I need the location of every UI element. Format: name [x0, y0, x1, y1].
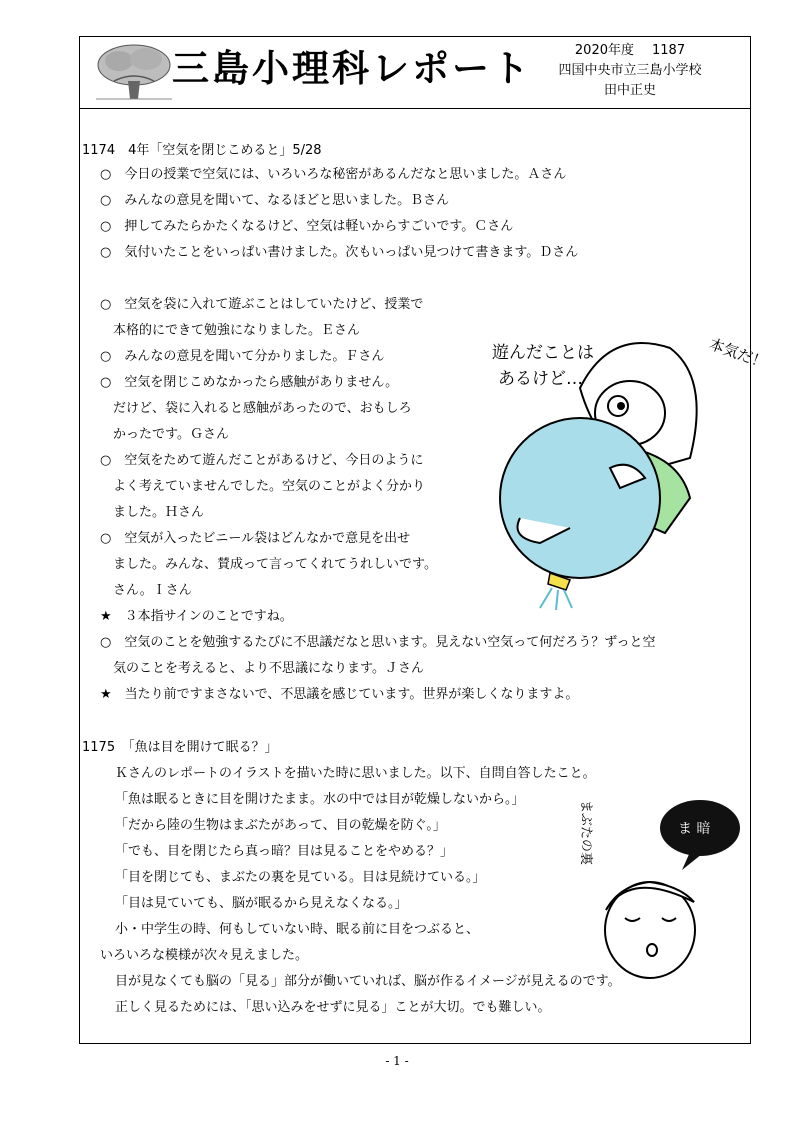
comment-line: ○ 空気が入ったビニール袋はどんなかで意見を出せ: [100, 531, 411, 546]
comment-line: ○ 空気のことを勉強するたびに不思議だなと思います。見えない空気って何だろう？ずっと空: [100, 635, 656, 650]
comment-line: ○ 今日の授業で空気には、いろいろな秘密があるんだなと思いました。Ａさん: [100, 167, 567, 182]
essay-line: 「目は見ていても、脳が眠るから見えなくなる。」: [115, 896, 408, 911]
comment-line: ○ 空気を閉じこめなかったら感触がありません。: [100, 375, 399, 390]
issue-info: [530, 41, 730, 61]
comment-line: ○ 気付いたことをいっぱい書けました。次もいっぱい見つけて書きます。Ｄさん: [100, 245, 579, 260]
essay-line: 「だから陸の生物はまぶたがあって、目の乾燥を防ぐ。」: [115, 818, 446, 833]
essay-line: 目が見なくても脳の「見る」部分が働いていれば、脳が作るイメージが見えるのです。: [115, 974, 621, 989]
comment-line: かったです。Ｇさん: [113, 427, 229, 442]
comment-line: ○ みんなの意見を聞いて、なるほどと思いました。Ｂさん: [100, 193, 450, 208]
report-title: 三島小理科レポート: [172, 47, 532, 90]
speech-text: まぶたの裏: [578, 800, 593, 866]
page-number: - 1 -: [385, 1054, 409, 1068]
comment-line: ました。みんな、賛成って言ってくれてうれしいです。: [113, 557, 437, 572]
report-header: [80, 37, 750, 109]
speech-text: 遊んだことは: [492, 343, 594, 363]
school-year: 2020年度: [574, 43, 634, 58]
balloon-girl-illustration: [480, 318, 770, 618]
comment-line: さん。Ｉさん: [113, 583, 192, 598]
comment-line: ○ 押してみたらかたくなるけど、空気は軽いからすごいです。Ｃさん: [100, 219, 514, 234]
comment-line: 気のことを考えると、より不思議になります。Ｊさん: [113, 661, 424, 676]
essay-line: 「魚は眠るときに目を開けたまま。水の中では目が乾燥しないから。」: [115, 792, 525, 807]
speech-text: あるけど…: [498, 369, 583, 389]
essay-line: 正しく見るためには、「思い込みをせずに見る」ことが大切。でも難しい。: [115, 1000, 551, 1015]
section2-heading: 1175 「魚は目を開けて眠る？」: [82, 740, 278, 755]
sleeping-face-illustration: [570, 790, 750, 980]
essay-line: 「でも、目を閉じたら真っ暗？目は見ることをやめる？」: [115, 844, 454, 859]
comment-line: 本格的にできて勉強になりました。Ｅさん: [113, 323, 361, 338]
bubble-text: ま 暗: [678, 821, 711, 837]
comment-line: ○ みんなの意見を聞いて分かりました。Ｆさん: [100, 349, 385, 364]
teacher-note: ★ ３本指サインのことですね。: [100, 609, 293, 624]
section1-heading: 1174 4年「空気を閉じこめると」5/28: [82, 143, 322, 158]
comment-line: ○ 空気をためて遊んだことがあるけど、今日のように: [100, 453, 424, 468]
comment-line: ○ 空気を袋に入れて遊ぶことはしていたけど、授業で: [100, 297, 424, 312]
tree-logo-icon: [94, 41, 174, 103]
comment-line: ました。Ｈさん: [113, 505, 205, 520]
essay-line: Ｋさんのレポートのイラストを描いた時に思いました。以下、自問自答したこと。: [115, 766, 596, 781]
essay-line: いろいろな模様が次々見えました。: [100, 948, 309, 963]
essay-line: 「目を閉じても、まぶたの裏を見ている。目は見続けている。」: [115, 870, 486, 885]
speech-text: 本気だ！: [706, 334, 770, 373]
report-meta: [530, 41, 730, 101]
comment-line: よく考えていませんでした。空気のことがよく分かり: [113, 479, 426, 494]
essay-line: 小・中学生の時、何もしていない時、眠る前に目をつぶると、: [115, 922, 480, 937]
issue-number: 1187: [652, 43, 686, 58]
school-name: 四国中央市立三島小学校: [558, 63, 702, 78]
comment-line: だけど、袋に入れると感触があったので、おもしろ: [113, 401, 412, 416]
teacher-note: ★ 当たり前ですまさないで、不思議を感じています。世界が楽しくなりますよ。: [100, 687, 579, 702]
author-name: 田中正史: [603, 83, 656, 98]
